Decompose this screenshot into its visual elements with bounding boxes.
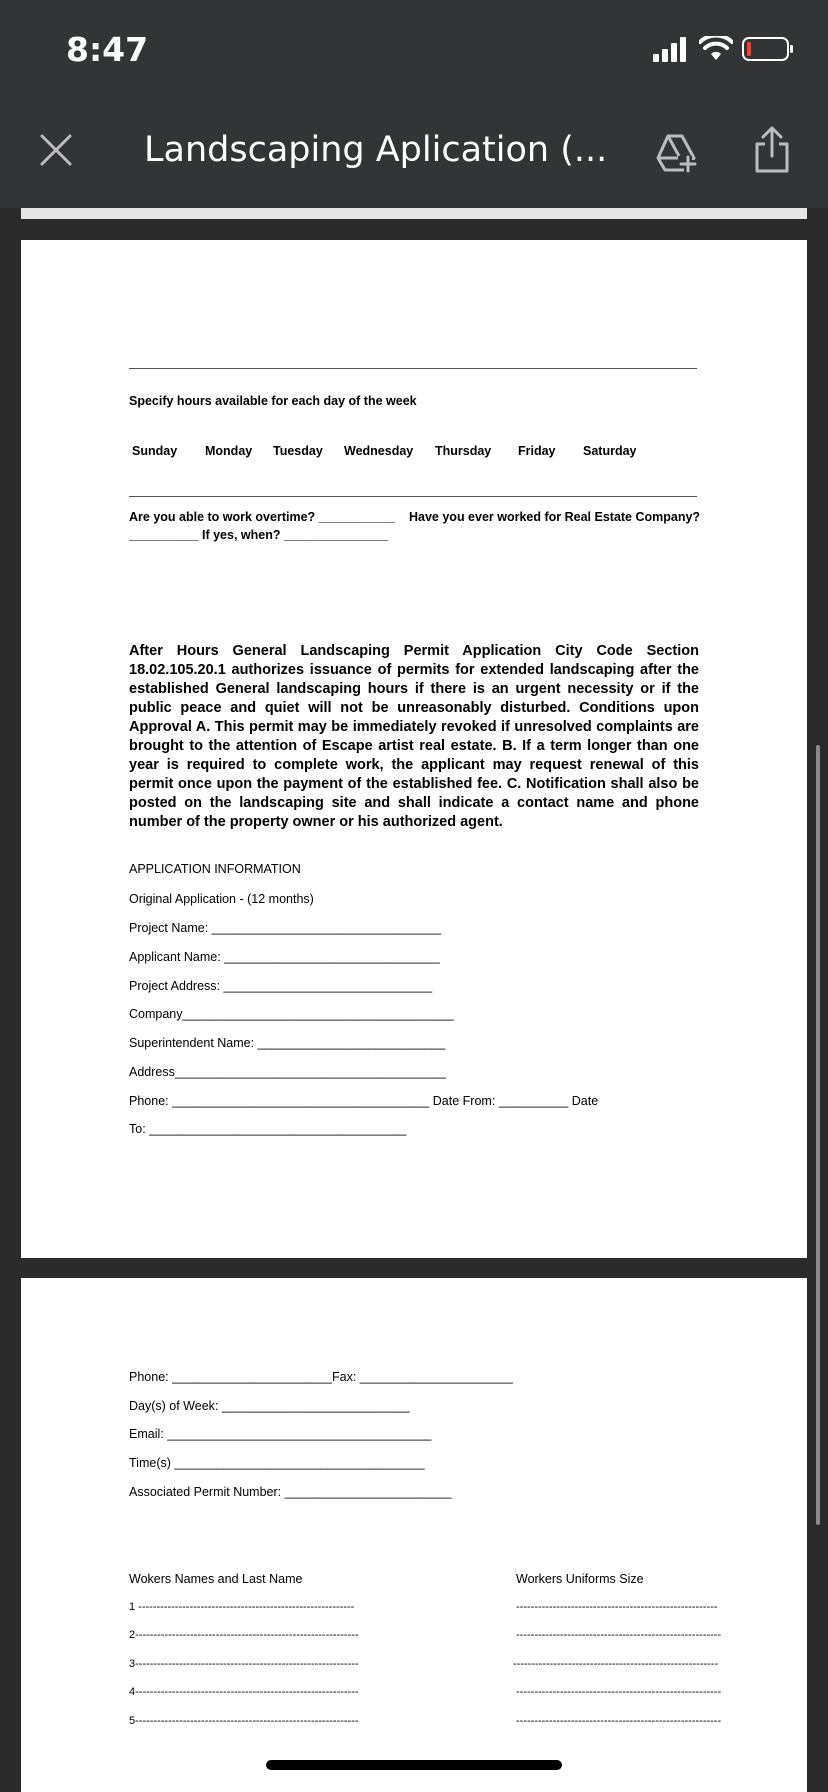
- application-information-heading: APPLICATION INFORMATION: [129, 862, 301, 876]
- if-yes-line: __________ If yes, when? _______________: [129, 528, 389, 542]
- day-saturday: Saturday: [583, 444, 637, 458]
- battery-icon: [742, 36, 794, 62]
- cellular-signal-icon: [652, 36, 690, 62]
- document-page-1: [21, 240, 807, 1258]
- separator-line: [129, 496, 697, 497]
- project-address-field: Project Address: ______________________________: [129, 979, 433, 993]
- associated-permit-number-field: Associated Permit Number: ________________________: [129, 1485, 452, 1499]
- uniform-line-2: --------------------------------------------------------: [516, 1629, 722, 1641]
- to-date-field: To: _____________________________________: [129, 1122, 407, 1136]
- worker-line-2: 2-------------------------------------------------------------: [129, 1629, 359, 1641]
- day-thursday: Thursday: [435, 444, 492, 458]
- uniform-line-4: --------------------------------------------------------: [516, 1686, 722, 1698]
- times-field: Time(s) ____________________________________: [129, 1456, 425, 1470]
- phone-fax-field: Phone: _______________________Fax: ______________________: [129, 1370, 513, 1384]
- day-tuesday: Tuesday: [273, 444, 323, 458]
- document-page-2: [21, 1278, 807, 1792]
- original-application-label: Original Application - (12 months): [129, 892, 314, 906]
- uniform-line-1: -------------------------------------------------------: [516, 1601, 718, 1613]
- real-estate-question: Have you ever worked for Real Estate Company?: [409, 510, 701, 524]
- worker-line-4: 4-------------------------------------------------------------: [129, 1686, 359, 1698]
- superintendent-name-field: Superintendent Name: ___________________________: [129, 1036, 446, 1050]
- document-viewer[interactable]: [0, 208, 828, 1792]
- permit-paragraph: After Hours General Landscaping Permit Application City Code Section 18.02.105.20.1 authorizes issuance of permits for extended landscaping after the established General landscaping hours if there is an urgent necessity or if the public peace and quiet will not be unreasonably disturbed. Conditions upon Approval A. This permit may be immediately revoked if unresolved complaints are brought to the attention of Escape artist real estate. B. If a term longer than one year is required to complete work, the applicant may request renewal of this permit once upon the payment of the established fee. C. Notification shall also be posted on the landscaping site and shall indicate a contact name and phone number of the property owner or his authorized agent.: [129, 643, 699, 830]
- overtime-question: Are you able to work overtime? ___________: [129, 510, 396, 524]
- worker-line-5: 5-------------------------------------------------------------: [129, 1715, 359, 1727]
- home-indicator[interactable]: [266, 1760, 562, 1770]
- uniform-line-3: --------------------------------------------------------: [513, 1658, 719, 1670]
- hours-heading: Specify hours available for each day of the week: [129, 394, 417, 408]
- status-time: 8:47: [66, 30, 149, 69]
- workers-names-heading: Wokers Names and Last Name: [129, 1572, 303, 1586]
- day-friday: Friday: [518, 444, 556, 458]
- worker-line-1: 1 -----------------------------------------------------------: [129, 1601, 355, 1613]
- uniform-size-heading: Workers Uniforms Size: [516, 1572, 644, 1586]
- separator-line: [129, 368, 697, 369]
- add-to-drive-icon[interactable]: [654, 130, 698, 174]
- day-wednesday: Wednesday: [344, 444, 414, 458]
- project-name-field: Project Name: _________________________________: [129, 921, 442, 935]
- days-of-week-field: Day(s) of Week: ___________________________: [129, 1399, 410, 1413]
- phone-date-field: Phone: _____________________________________ Date From: __________ Date: [129, 1094, 599, 1108]
- uniform-line-5: --------------------------------------------------------: [516, 1715, 722, 1727]
- share-icon[interactable]: [752, 124, 792, 174]
- email-field: Email: ______________________________________: [129, 1427, 432, 1441]
- worker-line-3: 3-------------------------------------------------------------: [129, 1658, 359, 1670]
- address-field: Address_______________________________________: [129, 1065, 446, 1079]
- status-bar: [0, 0, 828, 94]
- previous-page-edge: [21, 208, 807, 219]
- day-sunday: Sunday: [132, 444, 178, 458]
- wifi-icon: [699, 36, 733, 62]
- viewer-toolbar: [0, 94, 828, 208]
- document-title: Landscaping Aplication (...: [144, 130, 608, 170]
- day-monday: Monday: [205, 444, 253, 458]
- company-field: Company_______________________________________: [129, 1007, 454, 1021]
- applicant-name-field: Applicant Name: _______________________________: [129, 950, 440, 964]
- scrollbar-thumb[interactable]: [816, 745, 820, 1525]
- close-icon[interactable]: [38, 132, 74, 168]
